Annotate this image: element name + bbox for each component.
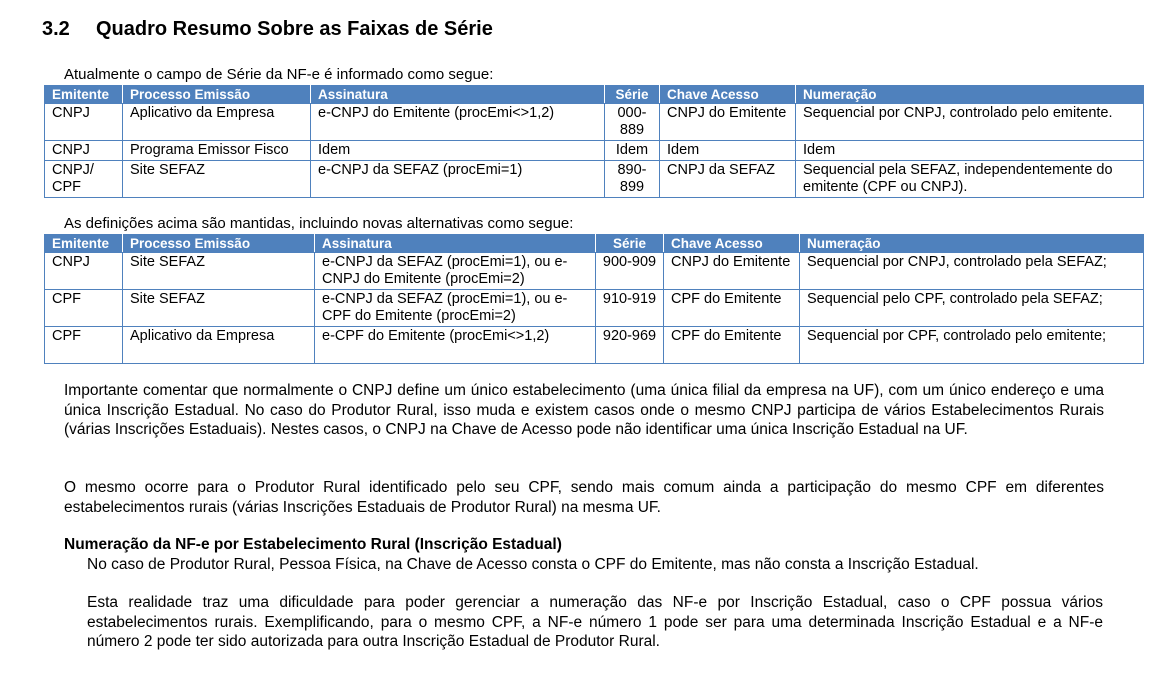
column-header: Numeração: [796, 86, 1144, 104]
column-header: Processo Emissão: [123, 86, 311, 104]
table-current-series: [44, 85, 1144, 198]
table-new-series: [44, 234, 1144, 364]
section-title: Quadro Resumo Sobre as Faixas de Série: [96, 18, 493, 40]
table-cell: CNPJ: [45, 253, 123, 290]
table-cell: 890-899: [605, 161, 660, 198]
table-cell: CPF do Emitente: [664, 290, 800, 327]
table-cell: CNPJ da SEFAZ: [660, 161, 796, 198]
table-cell: Site SEFAZ: [123, 253, 315, 290]
table-cell: Sequencial por CPF, controlado pelo emitente;: [800, 327, 1144, 364]
table1-intro: Atualmente o campo de Série da NF-e é informado como segue:: [64, 66, 494, 83]
column-header: Emitente: [45, 235, 123, 253]
paragraph-cnpj-establishment: Importante comentar que normalmente o CNPJ define um único estabelecimento (uma única filial da empresa na UF), com um único endereço e uma única Inscrição Estadual. No caso do Produtor Rural, isso muda e existem casos onde o mesmo CNPJ participa de vários Estabelecimentos Rurais (várias Inscrições Estaduais). Nestes casos, o CNPJ na Chave de Acesso pode não identificar uma única Inscrição Estadual na UF.: [64, 382, 1104, 438]
table-cell: 920-969: [596, 327, 664, 364]
table-cell: Sequencial pela SEFAZ, independentemente do emitente (CPF ou CNPJ).: [796, 161, 1144, 198]
table-cell: CNPJ do Emitente: [660, 104, 796, 141]
table-cell: 000-889: [605, 104, 660, 141]
table-cell: e-CNPJ da SEFAZ (procEmi=1), ou e-CNPJ do Emitente (procEmi=2): [315, 253, 596, 290]
table2-intro: As definições acima são mantidas, incluindo novas alternativas como segue:: [64, 215, 574, 232]
column-header: Assinatura: [311, 86, 605, 104]
table-cell: Programa Emissor Fisco: [123, 141, 311, 161]
table-cell: Aplicativo da Empresa: [123, 104, 311, 141]
table-cell: Site SEFAZ: [123, 290, 315, 327]
column-header: Chave Acesso: [660, 86, 796, 104]
table-cell: 900-909: [596, 253, 664, 290]
table-row: [45, 253, 1144, 290]
column-header: Assinatura: [315, 235, 596, 253]
table-cell: e-CNPJ do Emitente (procEmi<>1,2): [311, 104, 605, 141]
table-header-row: [45, 86, 1144, 104]
table-cell: CNPJ: [45, 141, 123, 161]
subheading-rural-numbering: Numeração da NF-e por Estabelecimento Rural (Inscrição Estadual): [64, 536, 562, 553]
table-cell: Idem: [660, 141, 796, 161]
section-number: 3.2: [42, 18, 70, 40]
table-cell: Idem: [796, 141, 1144, 161]
section-heading: [42, 18, 493, 41]
column-header: Série: [605, 86, 660, 104]
table-cell: e-CNPJ da SEFAZ (procEmi=1), ou e-CPF do Emitente (procEmi=2): [315, 290, 596, 327]
table-cell: Idem: [311, 141, 605, 161]
column-header: Série: [596, 235, 664, 253]
table-row: [45, 327, 1144, 364]
column-header: Emitente: [45, 86, 123, 104]
table-row: [45, 104, 1144, 141]
table-row: [45, 290, 1144, 327]
table-cell: Sequencial pelo CPF, controlado pela SEFAZ;: [800, 290, 1144, 327]
column-header: Numeração: [800, 235, 1144, 253]
table-cell: Site SEFAZ: [123, 161, 311, 198]
table-cell: CNPJ: [45, 104, 123, 141]
table-row: [45, 141, 1144, 161]
table-cell: CPF: [45, 327, 123, 364]
table-cell: Aplicativo da Empresa: [123, 327, 315, 364]
table-header-row: [45, 235, 1144, 253]
paragraph-numbering-difficulty: Esta realidade traz uma dificuldade para poder gerenciar a numeração das NF-e por Inscrição Estadual, caso o CPF possua vários estabelecimentos rurais. Exemplificando, para o mesmo CPF, a NF-e número 1 pode ser para uma determinada Inscrição Estadual e a NF-e número 2 pode ter sido autorizada para outra Inscrição Estadual de Produtor Rural.: [87, 594, 1103, 650]
table-cell: CNPJ/ CPF: [45, 161, 123, 198]
table-cell: e-CNPJ da SEFAZ (procEmi=1): [311, 161, 605, 198]
paragraph-cpf-rural: O mesmo ocorre para o Produtor Rural identificado pelo seu CPF, sendo mais comum ainda a participação do mesmo CPF em diferentes estabelecimentos rurais (várias Inscrições Estaduais de Produtor Rural) na mesma UF.: [64, 479, 1104, 516]
column-header: Chave Acesso: [664, 235, 800, 253]
table-cell: 910-919: [596, 290, 664, 327]
table-row: [45, 161, 1144, 198]
table-cell: Idem: [605, 141, 660, 161]
column-header: Processo Emissão: [123, 235, 315, 253]
table-cell: CNPJ do Emitente: [664, 253, 800, 290]
table-cell: Sequencial por CNPJ, controlado pela SEFAZ;: [800, 253, 1144, 290]
table-cell: Sequencial por CNPJ, controlado pelo emitente.: [796, 104, 1144, 141]
table-cell: CPF do Emitente: [664, 327, 800, 364]
paragraph-rural-key: No caso de Produtor Rural, Pessoa Física, na Chave de Acesso consta o CPF do Emitente, mas não consta a Inscrição Estadual.: [87, 556, 979, 573]
table-cell: e-CPF do Emitente (procEmi<>1,2): [315, 327, 596, 364]
table-cell: CPF: [45, 290, 123, 327]
